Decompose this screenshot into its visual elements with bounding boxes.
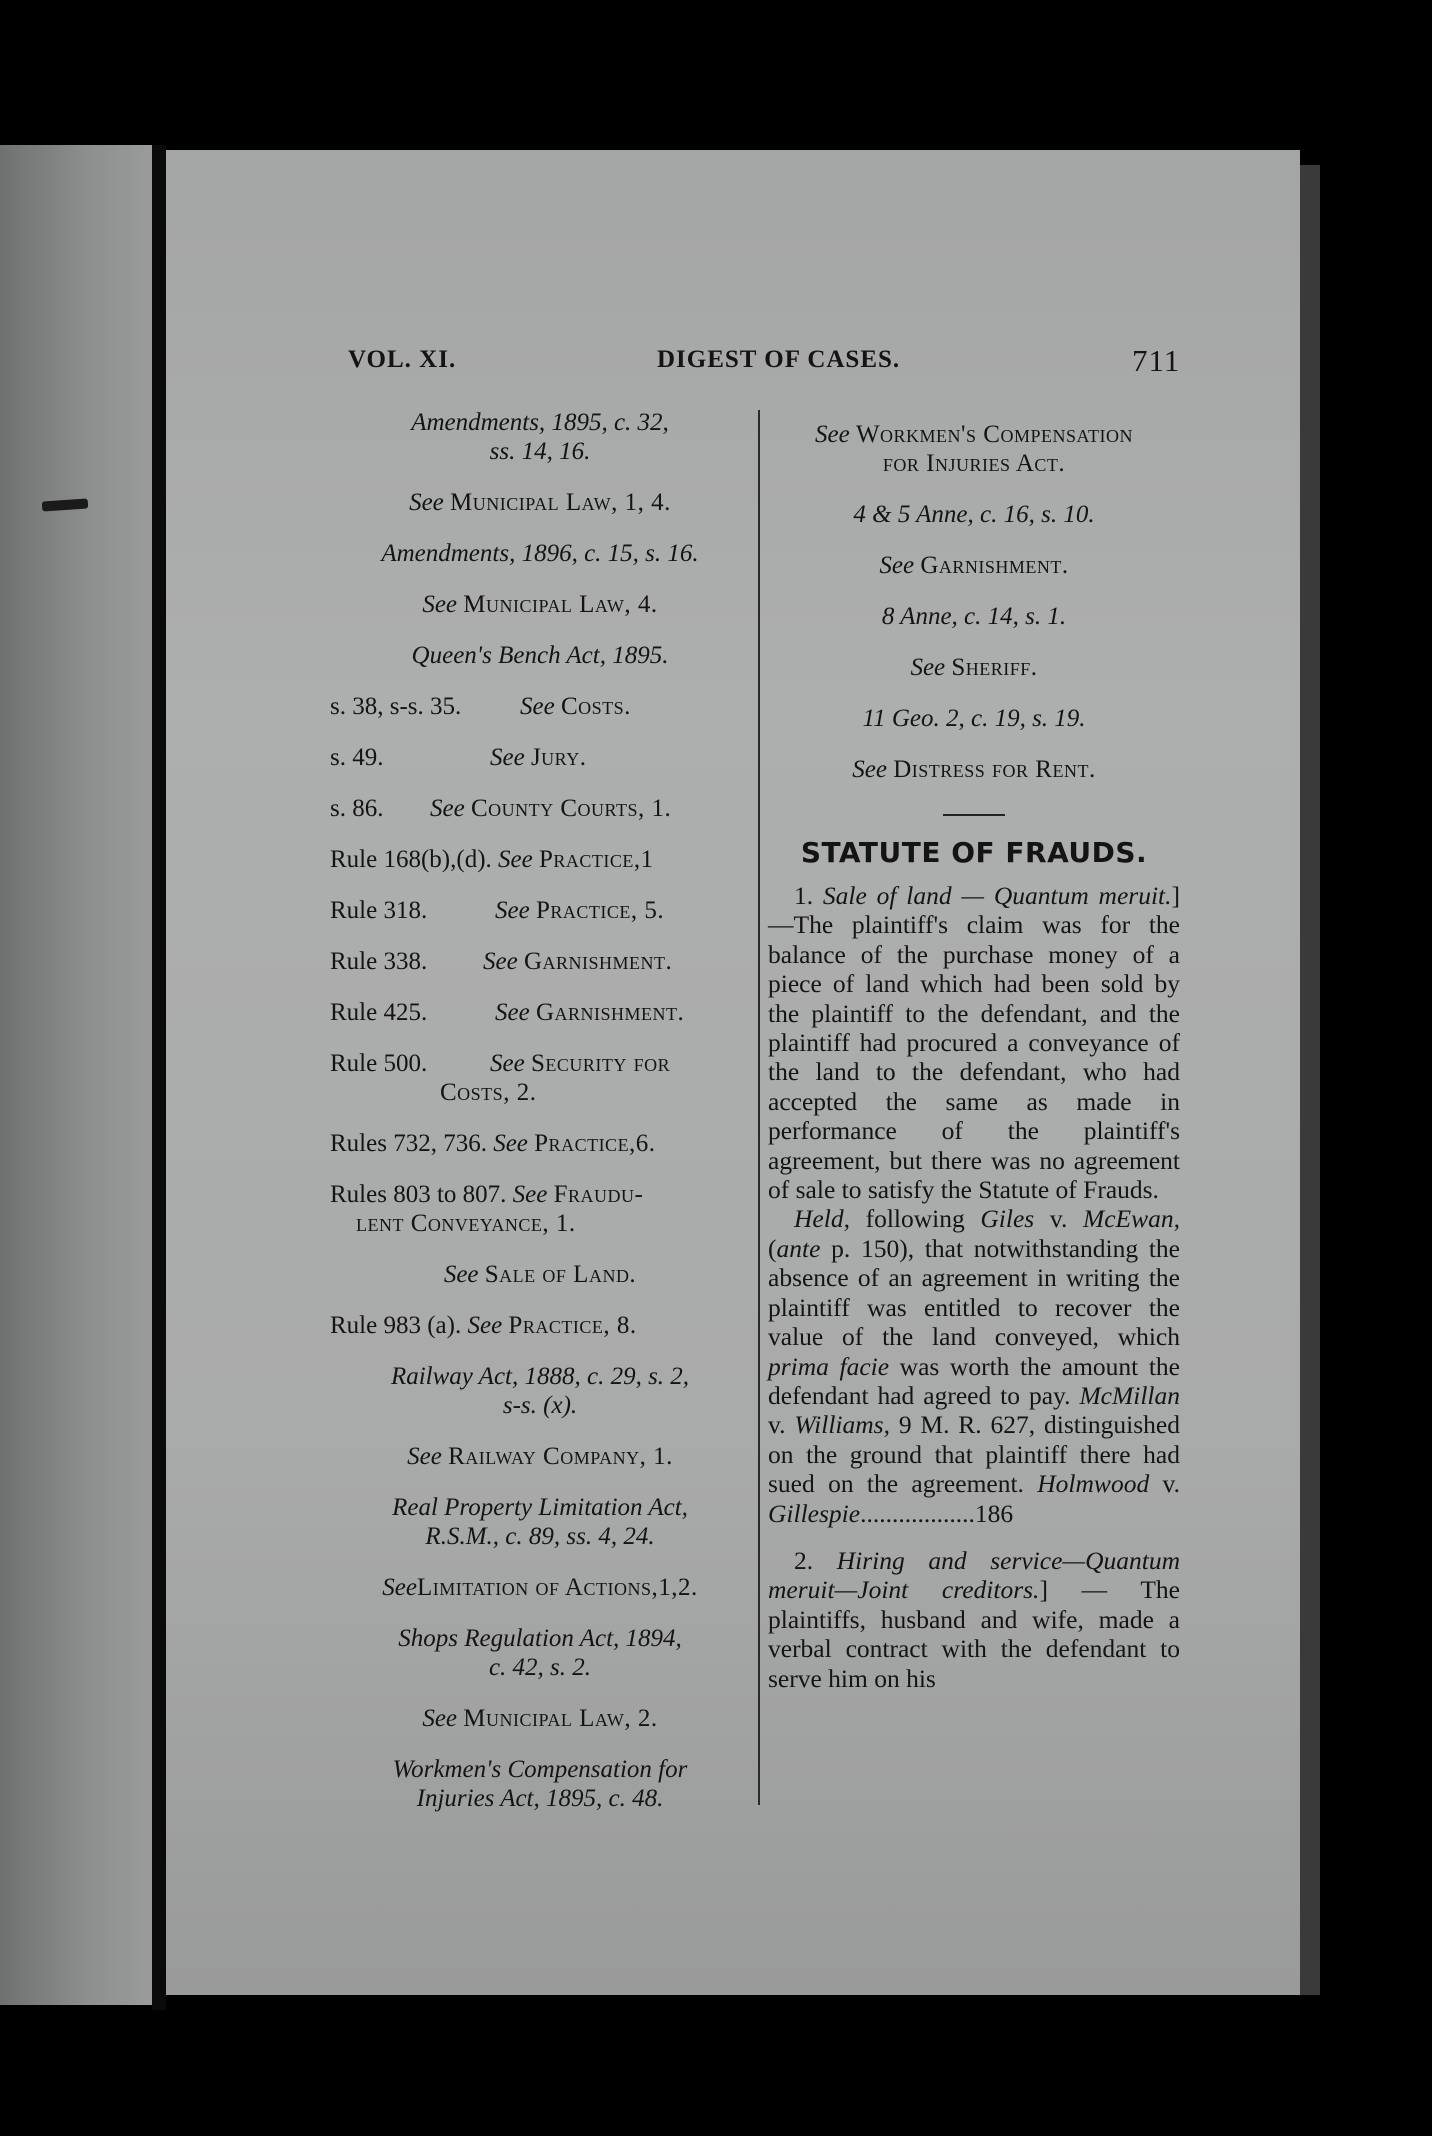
statute-entry: Amendments, 1896, c. 15, s. 16. [381,540,699,567]
see-reference: SeeLimitation of Actions,1,2. [382,1574,698,1601]
statute-entry: Workmen's Compensation for Injuries Act, 1895, c. 48. [392,1756,688,1812]
running-head-title: DIGEST OF CASES. [657,346,901,373]
see-reference: See Sale of Land. [443,1261,637,1288]
section-reference: Rules 732, 736. See Practice,6. [330,1130,656,1157]
see-reference: See Railway Company, 1. [407,1443,673,1470]
page-edge-shadow [1300,165,1320,1995]
section-reference: Rule 338. See Garnishment. [330,948,673,975]
section-reference: s. 86. See County Courts, 1. [330,795,672,822]
see-reference: See Distress for Rent. [852,756,1096,783]
case-holding: Held, following Giles v. McEwan, (ante p. 150), that notwithstanding the absence of an agreement in writing the plaintiff was entitled to recover the value of the land conveyed, which prima facie was worth the amount the defendant had agreed to pay. McMillan v. Williams, 9 M. R. 627, distinguished on the ground that plaintiff there had sued on the agreement. Holmwood v. Gillespie..................186 [768,1204,1180,1528]
section-reference: s. 49. See Jury. [330,744,587,771]
statute-entry: 11 Geo. 2, c. 19, s. 19. [862,705,1086,732]
statute-entry: Real Property Limitation Act, R.S.M., c. 89, ss. 4, 24. [392,1494,688,1550]
section-reference: Rule 168(b),(d). See Practice,1 [330,846,654,873]
statute-entry: 8 Anne, c. 14, s. 1. [881,603,1067,630]
running-head-volume: VOL. XI. [348,346,457,373]
column-divider [758,410,760,1805]
see-reference: See Sheriff. [910,654,1038,681]
case-paragraph: 2. Hiring and service—Quantum meruit—Joint creditors.] — The plaintiffs, husband and wife, made a verbal contract with the defendant to serve him on his [768,1545,1180,1693]
section-heading: STATUTE OF FRAUDS. [800,836,1148,869]
see-reference: See Municipal Law, 4. [422,591,658,618]
section-reference: Rule 983 (a). See Practice, 8. [330,1312,637,1339]
page-number: 711 [1132,343,1181,378]
see-reference: See Municipal Law, 1, 4. [409,489,671,516]
section-rule [943,814,1005,816]
case-paragraph: 1. Sale of land — Quantum meruit.]—The plaintiff's claim was for the balance of the purchase money of a piece of land which had been sold by the plaintiff to the defendant, and the plaintiff had procured a conveyance of the land to the defendant, who had accepted the same as made in performance of the plaintiff's agreement, but there was no agreement of sale to satisfy the Statute of Frauds. [768,881,1180,1205]
right-column [768,420,1180,1693]
see-reference: See Workmen's Compensation for Injuries Act. [814,421,1133,477]
statute-entry: Amendments, 1895, c. 32, ss. 14, 16. [411,409,669,465]
section-reference: s. 38, s-s. 35. See Costs. [330,693,631,720]
facing-page-edge [0,145,152,2005]
left-column [330,408,750,1813]
section-reference: Rule 318. See Practice, 5. [330,897,665,924]
book-gutter [152,145,166,2010]
statute-entry: Railway Act, 1888, c. 29, s. 2, s-s. (x). [390,1363,690,1419]
statute-entry: Queen's Bench Act, 1895. [411,642,669,669]
see-reference: See Municipal Law, 2. [422,1705,658,1732]
see-reference: See Garnishment. [879,552,1069,579]
section-reference: Rule 500. See Security for Costs, 2. [330,1050,671,1106]
statute-entry: Shops Regulation Act, 1894, c. 42, s. 2. [398,1625,682,1681]
section-reference: Rule 425. See Garnishment. [330,999,685,1026]
statute-entry: 4 & 5 Anne, c. 16, s. 10. [853,501,1095,528]
section-reference: Rules 803 to 807. See Fraudu- lent Conveyance, 1. [330,1181,644,1237]
